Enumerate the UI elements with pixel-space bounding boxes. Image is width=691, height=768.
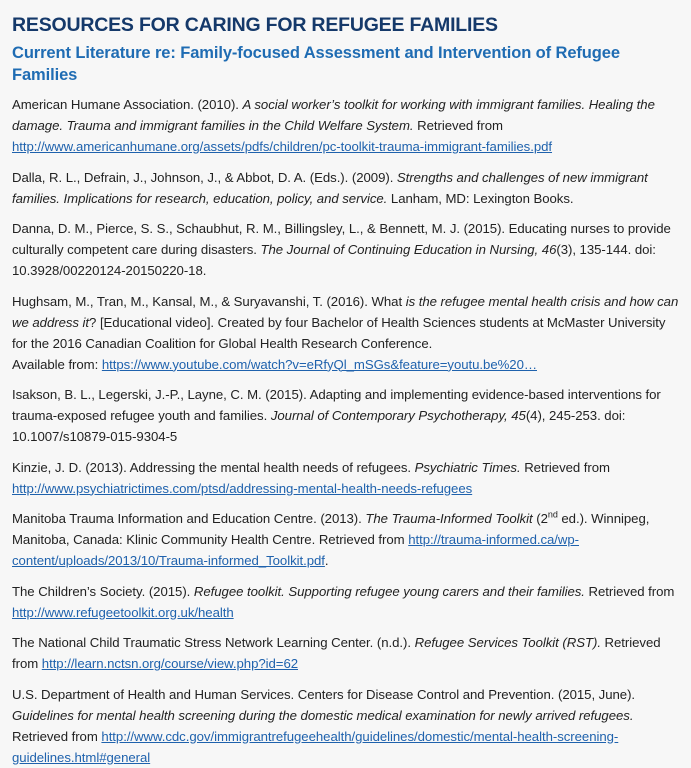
reference-isakson: Isakson, B. L., Legerski, J.-P., Layne, C. M. (2015). Adapting and implementing evidence-based interventions for trauma-exposed refugee youth and families. Journal of Contemporary Psychotherapy, 45(4), 245-253. doi: 10.1007/s10879-015-9304-5: [12, 387, 661, 444]
psychiatric-times-link[interactable]: http://www.psychiatrictimes.com/ptsd/addressing-mental-health-needs-refugees: [12, 480, 473, 496]
reference-nctsn: The National Child Traumatic Stress Network Learning Center. (n.d.). Refugee Services Toolkit (RST). Retrieved from http://learn.nctsn.org/course/view.php?id=62: [12, 635, 661, 671]
reference-dalla: Dalla, R. L., Defrain, J., Johnson, J., & Abbot, D. A. (Eds.). (2009). Strengths and challenges of new immigrant families. Implications for research, education, policy, and service. Lanham, MD: Lexington Books.: [12, 169, 648, 206]
nctsn-course-link[interactable]: http://learn.nctsn.org/course/view.php?id=62: [41, 656, 299, 671]
reference-manitoba: Manitoba Trauma Information and Education Centre. (2013). The Trauma-Informed Toolkit (2nd ed.). Winnipeg, Manitoba, Canada: Klinic Community Health Centre. Retrieved from http://trauma-informed.ca/wp-content/uploads/2013/10/Trauma-informed_Toolkit.pdf.: [12, 509, 650, 568]
reference-danna: Danna, D. M., Pierce, S. S., Schaubhut, R. M., Billingsley, L., & Bennett, M. J. (2015). Educating nurses to provide culturally competent care during disasters. The Journal of Continuing Education in Nursing, 46(3), 135-144. doi: 10.3928/00220124-20150220-18.: [12, 221, 671, 278]
trauma-informed-toolkit-link[interactable]: http://trauma-informed.ca/wp-content/uploads/2013/10/Trauma-informed_Toolkit.pdf: [12, 532, 580, 568]
reference-hughsam: Hughsam, M., Tran, M., Kansal, M., & Suryavanshi, T. (2016). What is the refugee mental health crisis and how can we address it? [Educational video]. Created by four Bachelor of Health Sciences students at McMaster University for the 2016 Canadian Coalition for Global Health Research Conference. Available from: https://www.youtube.com/watch?v=eRfyQl_mSGs&feature=youtu.be%20…: [12, 293, 679, 372]
section-subtitle: Current Literature re: Family-focused Assessment and Intervention of Refugee Families: [12, 44, 620, 84]
refugee-toolkit-link[interactable]: http://www.refugeetoolkit.org.uk/health: [12, 604, 234, 620]
american-humane-link[interactable]: http://www.americanhumane.org/assets/pdfs/children/pc-toolkit-trauma-immigrant-families.pdf: [12, 139, 553, 154]
reference-american-humane: American Humane Association. (2010). A social worker’s toolkit for working with immigrant families. Healing the damage. Trauma and immigrant families in the Child Welfare System. Retrieved from http://www.americanhumane.org/assets/pdfs/children/pc-toolkit-trauma-immigrant-families.pdf: [12, 97, 655, 154]
page-title: RESOURCES FOR CARING FOR REFUGEE FAMILIES: [12, 14, 498, 36]
cdc-guidelines-link[interactable]: http://www.cdc.gov/immigrantrefugeehealth/guidelines/domestic/mental-health-screening-guidelines.html#general: [12, 728, 619, 765]
youtube-video-link[interactable]: https://www.youtube.com/watch?v=eRfyQl_mSGs&feature=youtu.be%20…: [101, 356, 537, 372]
reference-cdc: U.S. Department of Health and Human Services. Centers for Disease Control and Prevention. (2015, June). Guidelines for mental health screening during the domestic medical examination for newly arrived refugees. Retrieved from http://www.cdc.gov/immigrantrefugeehealth/guidelines/domestic/mental-health-screening-guidelines.html#general: [12, 686, 636, 765]
reference-kinzie: Kinzie, J. D. (2013). Addressing the mental health needs of refugees. Psychiatric Times. Retrieved from http://www.psychiatrictimes.com/ptsd/addressing-mental-health-needs-refugees: [12, 459, 610, 496]
reference-childrens-society: The Children’s Society. (2015). Refugee toolkit. Supporting refugee young carers and their families. Retrieved from http://www.refugeetoolkit.org.uk/health: [12, 583, 675, 620]
